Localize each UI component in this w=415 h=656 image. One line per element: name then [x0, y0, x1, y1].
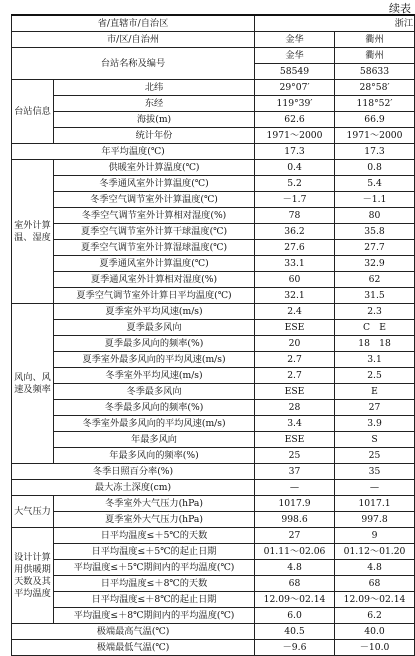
value-2: 17.3: [335, 144, 415, 160]
table-row: [12, 576, 415, 592]
row-label: 海拔(m): [54, 112, 255, 128]
row-label: 极端最低气温(℃): [12, 640, 255, 656]
row-label: 极端最高气温(℃): [12, 624, 255, 640]
row-label: 冬季最多风向: [54, 384, 255, 400]
value-1: 3.4: [255, 416, 335, 432]
table-row: [12, 192, 415, 208]
value-2: 3.1: [335, 352, 415, 368]
value-2: 32.9: [335, 256, 415, 272]
city-2: 衢州: [335, 32, 415, 48]
row-label: 供暖室外计算温度(℃): [54, 160, 255, 176]
table-row: [12, 416, 415, 432]
value-2: 5.4: [335, 176, 415, 192]
value-1: ESE: [255, 384, 335, 400]
row-label: 夏季室外最多风向的平均风速(m/s): [54, 352, 255, 368]
value-2: 2.5: [335, 368, 415, 384]
table-row: [12, 112, 415, 128]
value-2: 35: [335, 464, 415, 480]
value-2: －10.0: [335, 640, 415, 656]
value-2: 66.9: [335, 112, 415, 128]
value-2: 40.0: [335, 624, 415, 640]
table-row: [12, 96, 415, 112]
table-row: [12, 464, 415, 480]
value-2: 01.12～01.20: [335, 544, 415, 560]
province-value: 浙江: [255, 15, 415, 32]
station-1-id: 58549: [255, 64, 335, 80]
row-label: 年最多风向的频率(%): [54, 448, 255, 464]
value-2: 2.3: [335, 304, 415, 320]
city-label: 市/区/自治州: [12, 32, 255, 48]
value-1: 119°39′: [255, 96, 335, 112]
value-1: 17.3: [255, 144, 335, 160]
table-row: [12, 544, 415, 560]
row-label: 夏季空气调节室外计算日平均温度(℃): [54, 288, 255, 304]
value-1: ESE: [255, 320, 335, 336]
value-1: 1971～2000: [255, 128, 335, 144]
table-row: [12, 80, 415, 96]
value-1: 28: [255, 400, 335, 416]
city-1: 金华: [255, 32, 335, 48]
value-2: 18 18: [335, 336, 415, 352]
header-row-province: [12, 15, 415, 32]
value-2: 118°52′: [335, 96, 415, 112]
row-label: 北纬: [54, 80, 255, 96]
value-1: 2.7: [255, 368, 335, 384]
table-row: [12, 272, 415, 288]
value-1: 40.5: [255, 624, 335, 640]
table-row: [12, 448, 415, 464]
table-row: [12, 608, 415, 624]
value-1: ESE: [255, 432, 335, 448]
value-1: 27.6: [255, 240, 335, 256]
value-1: 62.6: [255, 112, 335, 128]
row-label: 夏季室外平均风速(m/s): [54, 304, 255, 320]
value-2: 997.8: [335, 512, 415, 528]
table-row: [12, 160, 415, 176]
value-1: 68: [255, 576, 335, 592]
table-row: [12, 176, 415, 192]
value-1: 0.4: [255, 160, 335, 176]
value-2: E: [335, 384, 415, 400]
table-row: [12, 288, 415, 304]
value-1: 78: [255, 208, 335, 224]
value-1: －9.6: [255, 640, 335, 656]
table-row: [12, 320, 415, 336]
row-label: 平均温度≤＋8℃期间内的平均温度(℃): [54, 608, 255, 624]
table-row: [12, 560, 415, 576]
header-row-city: [12, 32, 415, 48]
table-row: [12, 512, 415, 528]
row-label: 冬季空气调节室外计算相对湿度(%): [54, 208, 255, 224]
row-label: 冬季空气调节室外计算温度(℃): [54, 192, 255, 208]
section-station-info: 台站信息: [12, 80, 54, 144]
value-1: 1017.9: [255, 496, 335, 512]
continuation-label: 续表: [389, 2, 411, 15]
value-1: 998.6: [255, 512, 335, 528]
row-label: 年最多风向: [54, 432, 255, 448]
table-row: [12, 352, 415, 368]
table-row: [12, 592, 415, 608]
row-label: 夏季通风室外计算温度(℃): [54, 256, 255, 272]
climate-data-table: [11, 14, 415, 656]
table-row: [12, 256, 415, 272]
value-2: 4.8: [335, 560, 415, 576]
section-heating: 设计计算用供暖期天数及其平均温度: [12, 528, 54, 624]
station-label: 台站名称及编号: [12, 48, 255, 80]
value-1: 25: [255, 448, 335, 464]
row-label: 冬季通风室外计算温度(℃): [54, 176, 255, 192]
value-2: 31.5: [335, 288, 415, 304]
row-label: 夏季空气调节室外计算湿球温度(℃): [54, 240, 255, 256]
section-wind: 风向、风速及频率: [12, 304, 54, 464]
row-label: 日平均温度≤＋8℃的起止日期: [54, 592, 255, 608]
value-2: 12.09～02.14: [335, 592, 415, 608]
value-2: 62: [335, 272, 415, 288]
station-1-name: 金华: [255, 48, 335, 64]
row-label: 冬季室外最多风向的平均风速(m/s): [54, 416, 255, 432]
value-1: 37: [255, 464, 335, 480]
value-1: 33.1: [255, 256, 335, 272]
value-1: 36.2: [255, 224, 335, 240]
table-row: [12, 640, 415, 656]
row-label: 冬季最多风向的频率(%): [54, 400, 255, 416]
value-2: S: [335, 432, 415, 448]
value-2: 27.7: [335, 240, 415, 256]
row-label: 夏季最多风向: [54, 320, 255, 336]
value-2: －1.1: [335, 192, 415, 208]
row-label: 冬季室外平均风速(m/s): [54, 368, 255, 384]
value-2: 9: [335, 528, 415, 544]
table-row: [12, 208, 415, 224]
table-row: [12, 240, 415, 256]
table-row: [12, 128, 415, 144]
value-2: 6.2: [335, 608, 415, 624]
row-label: 日平均温度≤＋5℃的天数: [54, 528, 255, 544]
section-pressure: 大气压力: [12, 496, 54, 528]
row-label: 统计年份: [54, 128, 255, 144]
value-2: 25: [335, 448, 415, 464]
value-2: 0.8: [335, 160, 415, 176]
continuation-header: [0, 0, 415, 14]
province-label: 省/直辖市/自治区: [12, 15, 255, 32]
value-2: 28°58′: [335, 80, 415, 96]
value-2: 80: [335, 208, 415, 224]
header-row-station-name: [12, 48, 415, 64]
station-2-id: 58633: [335, 64, 415, 80]
value-1: 2.7: [255, 352, 335, 368]
value-1: 5.2: [255, 176, 335, 192]
value-1: 60: [255, 272, 335, 288]
table-row: [12, 528, 415, 544]
value-1: －1.7: [255, 192, 335, 208]
value-1: 4.8: [255, 560, 335, 576]
row-label: 最大冻土深度(cm): [12, 480, 255, 496]
row-label: 日平均温度≤＋5℃的起止日期: [54, 544, 255, 560]
row-label: 夏季通风室外计算相对湿度(%): [54, 272, 255, 288]
value-2: 35.8: [335, 224, 415, 240]
row-label: 平均温度≤＋5℃期间内的平均温度(℃): [54, 560, 255, 576]
row-label: 冬季室外大气压力(hPa): [54, 496, 255, 512]
row-label: 冬季日照百分率(%): [12, 464, 255, 480]
station-2-name: 衢州: [335, 48, 415, 64]
table-row: [12, 384, 415, 400]
value-1: 27: [255, 528, 335, 544]
value-2: 68: [335, 576, 415, 592]
table-row: [12, 144, 415, 160]
table-row: [12, 432, 415, 448]
table-row: [12, 368, 415, 384]
value-2: 27: [335, 400, 415, 416]
row-label: 日平均温度≤＋8℃的天数: [54, 576, 255, 592]
row-label: 夏季空气调节室外计算干球温度(℃): [54, 224, 255, 240]
value-2: 3.9: [335, 416, 415, 432]
table-row: [12, 624, 415, 640]
value-2: 1017.1: [335, 496, 415, 512]
value-2: C E: [335, 320, 415, 336]
table-row: [12, 480, 415, 496]
value-1: 6.0: [255, 608, 335, 624]
table-row: [12, 224, 415, 240]
row-label: 年平均温度(℃): [12, 144, 255, 160]
row-label: 东经: [54, 96, 255, 112]
row-label: 夏季最多风向的频率(%): [54, 336, 255, 352]
table-row: [12, 400, 415, 416]
table-row: [12, 304, 415, 320]
row-label: 夏季室外大气压力(hPa): [54, 512, 255, 528]
value-1: 2.4: [255, 304, 335, 320]
table-row: [12, 336, 415, 352]
value-2: 1971～2000: [335, 128, 415, 144]
value-2: —: [335, 480, 415, 496]
value-1: 12.09～02.14: [255, 592, 335, 608]
value-1: 29°07′: [255, 80, 335, 96]
table-row: [12, 496, 415, 512]
section-outdoor-temp: 室外计算温、湿度: [12, 160, 54, 304]
value-1: 01.11～02.06: [255, 544, 335, 560]
value-1: 32.1: [255, 288, 335, 304]
value-1: 20: [255, 336, 335, 352]
value-1: —: [255, 480, 335, 496]
